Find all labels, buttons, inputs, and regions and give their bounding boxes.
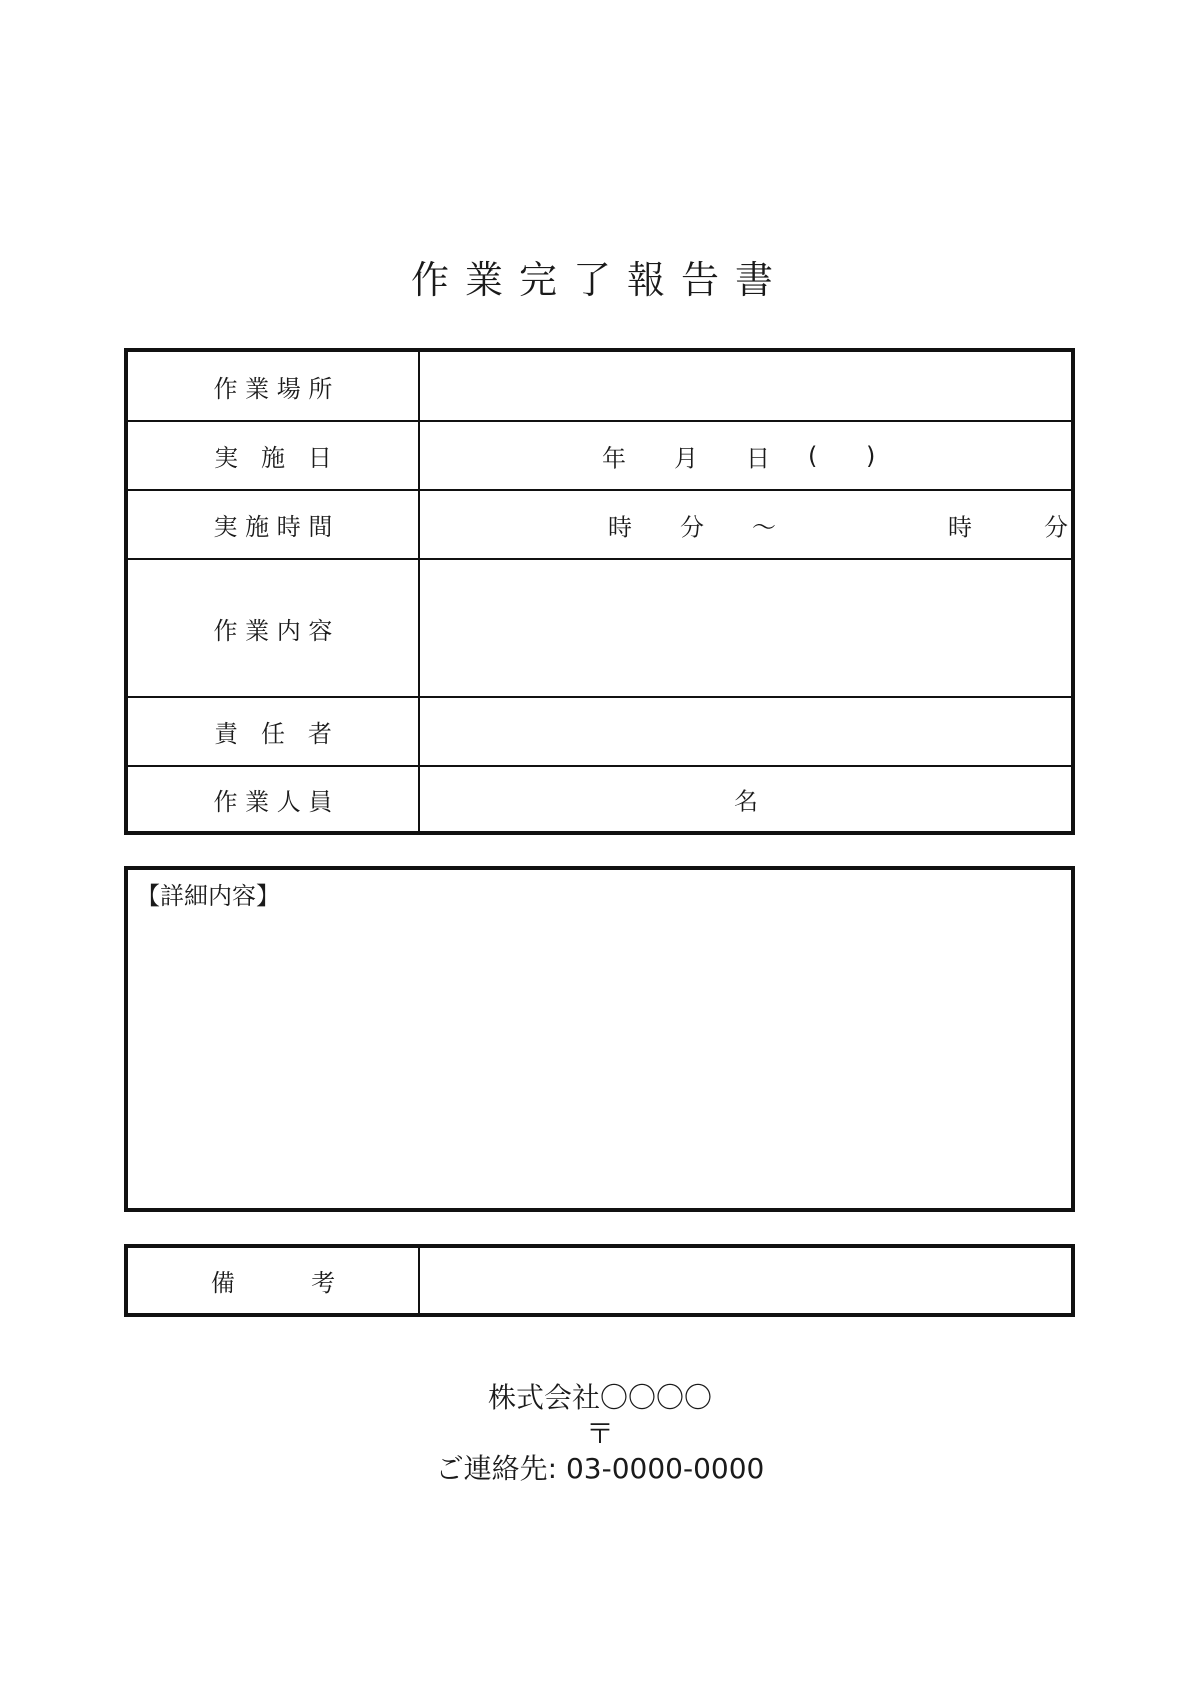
table-row-work-content bbox=[128, 558, 1071, 696]
time-label bbox=[128, 491, 420, 558]
workers-field[interactable] bbox=[420, 767, 1071, 831]
work-location-label-text: 作 業 場 所 bbox=[213, 374, 333, 403]
end-minute-unit: 分 bbox=[1044, 513, 1068, 541]
workers-count-unit: 名 bbox=[734, 787, 758, 816]
table-row-time bbox=[128, 489, 1071, 558]
work-content-label bbox=[128, 560, 420, 696]
remarks-field[interactable] bbox=[420, 1248, 1071, 1313]
date-weekday-open-paren: ( bbox=[808, 441, 818, 470]
date-field[interactable] bbox=[420, 422, 1071, 489]
contact-info: ご連絡先: 03-0000-0000 bbox=[435, 1452, 765, 1485]
date-weekday-close-paren: ) bbox=[866, 441, 876, 470]
start-minute-unit: 分 bbox=[680, 513, 704, 541]
responsible-person-field[interactable] bbox=[420, 698, 1071, 765]
remarks-label-text: 備 考 bbox=[210, 1269, 336, 1297]
work-content-field[interactable] bbox=[420, 560, 1071, 696]
end-hour-unit: 時 bbox=[948, 513, 972, 541]
table-row-date bbox=[128, 420, 1071, 489]
details-box[interactable] bbox=[124, 866, 1075, 1212]
work-content-label-text: 作 業 内 容 bbox=[213, 616, 333, 645]
work-location-label bbox=[128, 352, 420, 420]
date-day-unit: 日 bbox=[746, 444, 770, 472]
details-label: 【詳細内容】 bbox=[136, 882, 280, 910]
date-year-unit: 年 bbox=[602, 444, 626, 472]
responsible-person-label bbox=[128, 698, 420, 765]
work-location-field[interactable] bbox=[420, 352, 1071, 420]
table-row-workers bbox=[128, 765, 1071, 831]
date-month-unit: 月 bbox=[674, 444, 698, 472]
remarks-label bbox=[128, 1248, 420, 1313]
company-name: 株式会社〇〇〇〇 bbox=[487, 1381, 712, 1414]
start-hour-unit: 時 bbox=[608, 513, 632, 541]
document-title: 作業完了報告書 bbox=[410, 258, 789, 302]
time-range-tilde: 〜 bbox=[752, 513, 776, 541]
workers-label-text: 作 業 人 員 bbox=[213, 787, 333, 816]
remarks-table bbox=[124, 1244, 1075, 1317]
table-row-responsible-person bbox=[128, 696, 1071, 765]
time-label-text: 実 施 時 間 bbox=[213, 513, 333, 541]
date-label bbox=[128, 422, 420, 489]
date-label-text: 実 施 日 bbox=[214, 444, 332, 472]
main-info-table bbox=[124, 348, 1075, 835]
postal-mark: 〒 bbox=[585, 1417, 614, 1450]
table-row-work-location bbox=[128, 352, 1071, 420]
responsible-person-label-text: 責 任 者 bbox=[214, 720, 332, 748]
workers-label bbox=[128, 767, 420, 831]
time-field[interactable] bbox=[420, 491, 1071, 558]
